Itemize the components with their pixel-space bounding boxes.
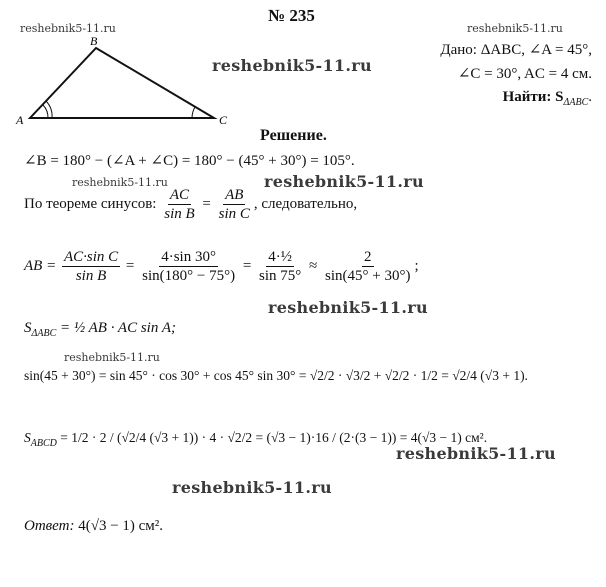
vertex-b-label: B — [90, 36, 98, 48]
triangle-diagram — [12, 36, 232, 128]
given-line-1: Дано: ΔABC, ∠A = 45°, — [440, 42, 592, 58]
problem-number: № 235 — [268, 6, 315, 25]
s-abcd-line: $S_{ABCD} = 1/2 \cdot 2 / (√2/4$ (√3 + 1)) · 4 · √2/2 = (√3 − 1)·16 / (2·(3 − 1)) = 4(√3 − 1) см². — [24, 430, 488, 449]
ab-fraction-2: $\frac{4\cdot\sin 30^\circ}{\sin(180^\circ - 75^\circ)}$ — [142, 249, 236, 284]
solution-title: Решение. — [260, 127, 327, 144]
sine-law-suffix: , следовательно, — [253, 195, 358, 212]
sine-fraction-1: $\frac{AC}{\text{sin B}}$ — [164, 187, 195, 222]
watermark-large: reshebnik5-11.ru — [396, 444, 556, 463]
ab-fraction-4: $\frac{2}{\sin(45^\circ + 30^\circ)}$ — [325, 249, 411, 284]
answer-value: 4(√3 − 1) см². — [78, 518, 164, 534]
watermark-small: reshebnik5-11.ru — [72, 176, 168, 189]
s-abcd-rhs: = 1/2 · 2 / (√2/4 (√3 + 1)) · 4 · √2/2 = (√3 − 1)·16 / (2·(3 − 1)) = 4(√3 − 1) см². — [60, 430, 488, 445]
watermark-small: reshebnik5-11.ru — [467, 22, 563, 35]
sine-law-prefix: По теореме синусов: — [24, 195, 157, 212]
given-block — [440, 40, 592, 59]
ab-fraction-3: $\frac{\text{4·½}}{\sin 75^\circ}$ — [259, 249, 302, 284]
sine-law-line: По теореме синусов: $\frac{AC}{\text{sin B}}$ = $\frac{AB}{\text{sin C}}$ , следовательно, — [24, 187, 358, 222]
find-line — [503, 89, 592, 108]
ab-fraction-1: $\frac{\text{AC·sin C}}{\text{sin B}}$ — [63, 249, 119, 284]
area-formula-line: $S_{\Delta ABC}$ = ½ AB · AC sin A; — [24, 320, 176, 339]
watermark-large: reshebnik5-11.ru — [172, 478, 332, 497]
watermark-large: reshebnik5-11.ru — [264, 172, 424, 191]
answer-line — [24, 518, 163, 535]
watermark-small: reshebnik5-11.ru — [64, 351, 160, 364]
sin-sum-line: sin(45 + 30°) = sin 45° · cos 30° + cos 45° sin 30° = √2/2 · √3/2 + √2/2 · 1/2 = √2/4 (√3 + 1). — [24, 368, 528, 383]
sine-fraction-2: $\frac{AB}{\text{sin C}}$ — [218, 187, 250, 222]
find-end: . — [588, 89, 592, 105]
find-label: Найти: S — [502, 89, 564, 105]
watermark-small: reshebnik5-11.ru — [20, 22, 116, 35]
angle-b-line: ∠B = 180° − (∠A + ∠C) = 180° − (45° + 30°) = 105°. — [24, 153, 355, 169]
watermark-large: reshebnik5-11.ru — [268, 298, 428, 317]
vertex-c-label: C — [219, 113, 228, 127]
answer-label: Ответ: — [24, 518, 75, 534]
area-rhs: = ½ AB · AC sin A; — [60, 320, 176, 336]
given-line-2: ∠C = 30°, AC = 4 см. — [457, 66, 592, 82]
ab-line: AB = $\frac{\text{AC·sin C}}{\text{sin B}}$ = $\frac{4\cdot\sin 30^\circ}{\sin(180^\circ - 75^\circ)}$ = $\frac{\text{4·½}}{\sin 75^\circ}$ ≈ $\frac{2}{\sin(45^\circ + 30^\circ)}$ ; — [24, 249, 419, 284]
find-subscript: ΔABC — [563, 97, 589, 108]
watermark-large: reshebnik5-11.ru — [212, 56, 372, 75]
ab-lhs: AB = — [24, 257, 57, 274]
vertex-a-label: A — [16, 113, 24, 127]
